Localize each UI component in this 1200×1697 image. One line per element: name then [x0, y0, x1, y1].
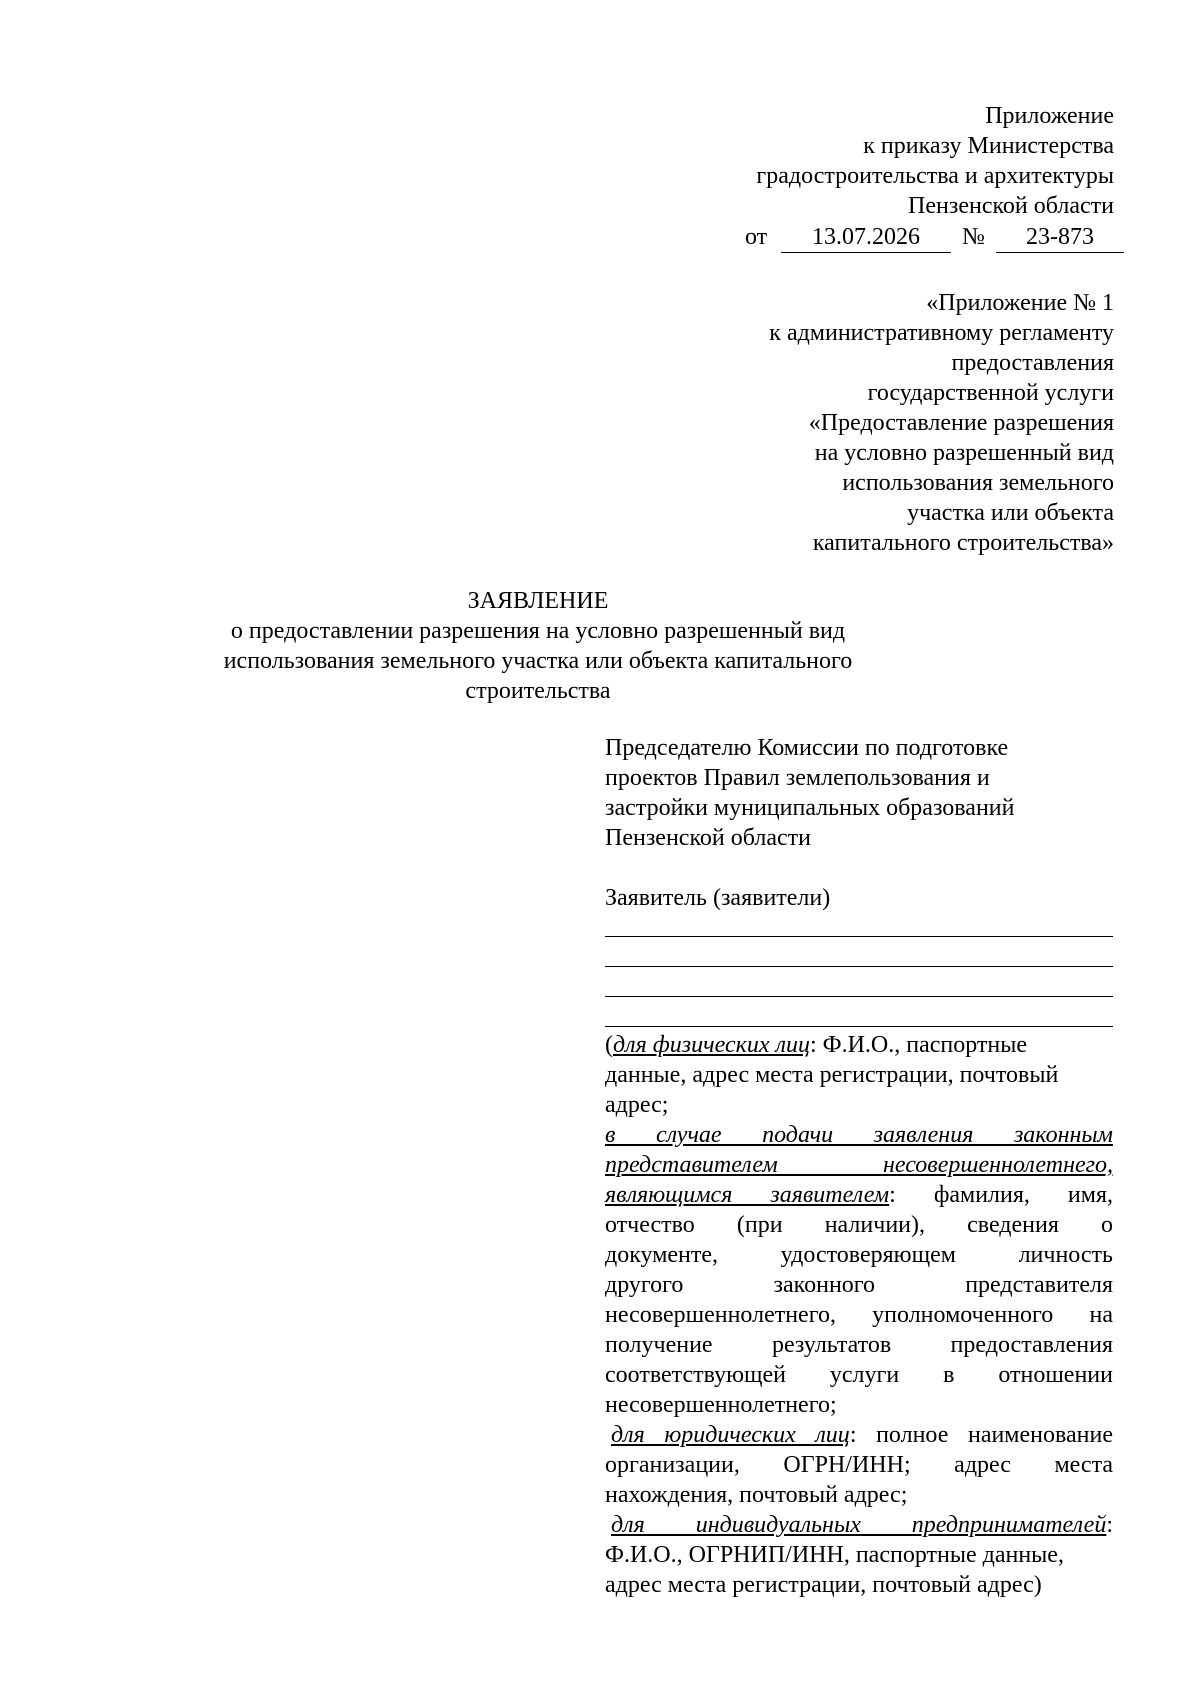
- physical-persons-line-3: адрес;: [605, 1092, 669, 1118]
- number-label: №: [962, 224, 985, 250]
- legal-entities-line-2: организации, ОГРН/ИНН; адрес места: [605, 1452, 1113, 1478]
- document-subtitle-3: строительства: [465, 678, 611, 704]
- applicant-blank-line-3[interactable]: [605, 996, 1113, 997]
- applicant-blank-line-2[interactable]: [605, 966, 1113, 967]
- appendix-line-6: на условно разрешенный вид: [814, 440, 1114, 466]
- physical-persons-line-1: (для физических лиц: Ф.И.О., паспортные: [605, 1032, 1028, 1058]
- number-underline: [996, 252, 1124, 253]
- representative-line-5: документе, удостоверяющем личность: [605, 1242, 1113, 1268]
- order-date: 13.07.2026: [812, 224, 920, 250]
- representative-line-6: другого законного представителя: [605, 1272, 1113, 1298]
- header-line-3: градостроительства и архитектуры: [756, 163, 1114, 189]
- appendix-line-9: капитального строительства»: [812, 530, 1114, 556]
- addressee-line-3: застройки муниципальных образований: [605, 795, 1015, 821]
- addressee-line-2: проектов Правил землепользования и: [605, 765, 990, 791]
- appendix-line-3: предоставления: [951, 350, 1114, 376]
- representative-line-8: получение результатов предоставления: [605, 1332, 1113, 1358]
- entrepreneurs-line-3: адрес места регистрации, почтовый адрес): [605, 1572, 1042, 1598]
- physical-persons-line-2: данные, адрес места регистрации, почтовый: [605, 1062, 1059, 1088]
- appendix-line-4: государственной услуги: [867, 380, 1114, 406]
- legal-entities-line-3: нахождения, почтовый адрес;: [605, 1482, 908, 1508]
- date-underline: [781, 252, 951, 253]
- appendix-line-5: «Предоставление разрешения: [808, 410, 1114, 436]
- appendix-line-1: «Приложение № 1: [926, 290, 1114, 316]
- order-number: 23-873: [1026, 224, 1094, 250]
- from-label: от: [745, 224, 768, 250]
- header-line-4: Пензенской области: [908, 193, 1114, 219]
- applicant-label: Заявитель (заявители): [605, 885, 831, 911]
- representative-line-1: в случае подачи заявления законным: [605, 1122, 1113, 1148]
- representative-line-4: отчество (при наличии), сведения о: [605, 1212, 1113, 1238]
- representative-line-10: несовершеннолетнего;: [605, 1392, 837, 1418]
- representative-line-9: соответствующей услуги в отношении: [605, 1362, 1113, 1388]
- entrepreneurs-line-2: Ф.И.О., ОГРНИП/ИНН, паспортные данные,: [605, 1542, 1064, 1568]
- document-title: ЗАЯВЛЕНИЕ: [467, 588, 609, 614]
- addressee-line-1: Председателю Комиссии по подготовке: [605, 735, 1009, 761]
- document-subtitle-1: о предоставлении разрешения на условно разрешенный вид: [230, 618, 846, 644]
- entrepreneurs-line-1: для индивидуальных предпринимателей:: [611, 1512, 1113, 1538]
- representative-line-2: представителем несовершеннолетнего,: [605, 1152, 1113, 1178]
- appendix-line-7: использования земельного: [842, 470, 1114, 496]
- appendix-line-8: участка или объекта: [907, 500, 1114, 526]
- header-line-2: к приказу Министерства: [863, 133, 1114, 159]
- applicant-blank-line-4[interactable]: [605, 1026, 1113, 1027]
- representative-line-7: несовершеннолетнего, уполномоченного на: [605, 1302, 1113, 1328]
- addressee-line-4: Пензенской области: [605, 825, 811, 851]
- document-subtitle-2: использования земельного участка или объекта капитального: [223, 648, 853, 674]
- legal-entities-line-1: для юридических лиц: полное наименование: [611, 1422, 1113, 1448]
- appendix-line-2: к административному регламенту: [769, 320, 1114, 346]
- header-line-1: Приложение: [985, 103, 1114, 129]
- representative-line-3: являющимся заявителем: фамилия, имя,: [605, 1182, 1113, 1208]
- applicant-blank-line-1[interactable]: [605, 936, 1113, 937]
